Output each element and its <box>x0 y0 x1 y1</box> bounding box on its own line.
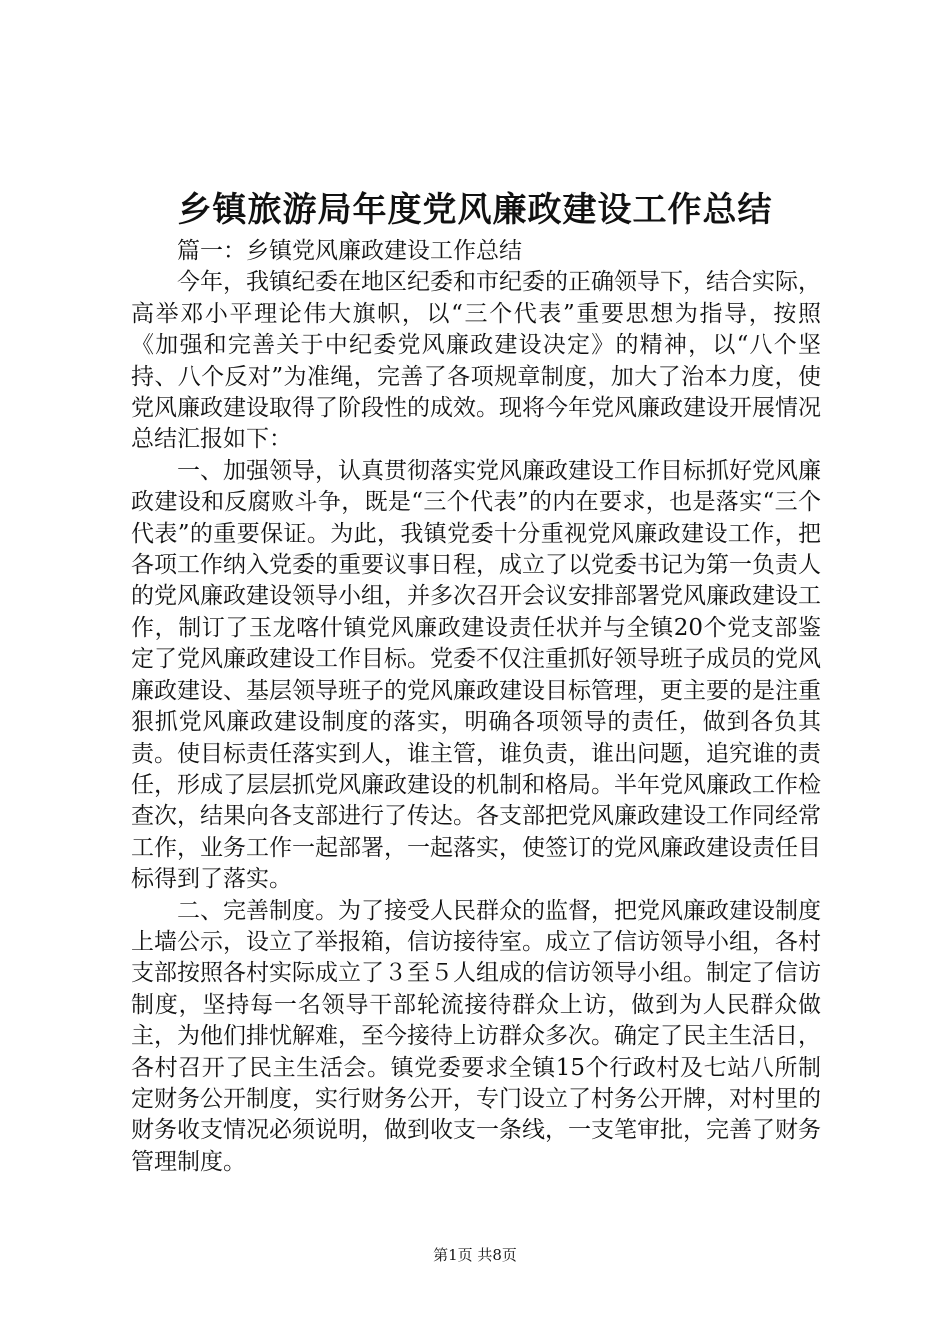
page-footer: 第1页 共8页 <box>433 1246 517 1264</box>
document-body <box>131 236 821 1178</box>
paragraph-intro: 今年，我镇纪委在地区纪委和市纪委的正确领导下，结合实际，高举邓小平理论伟大旗帜，以“三个代表”重要思想为指导，按照《加强和完善关于中纪委党风廉政建设决定》的精神，以“八个坚持、八个反对”为准绳，完善了各项规章制度，加大了治本力度，使党风廉政建设取得了阶段性的成效。现将今年党风廉政建设开展情况总结汇报如下： <box>131 269 821 453</box>
section-heading: 篇一：乡镇党风廉政建设工作总结 <box>177 238 522 264</box>
paragraph-section-one: 一、加强领导，认真贯彻落实党风廉政建设工作目标抓好党风廉政建设和反腐败斗争，既是“三个代表”的内在要求，也是落实“三个代表”的重要保证。为此，我镇党委十分重视党风廉政建设工作，把各项工作纳入党委的重要议事日程，成立了以党委书记为第一负责人的党风廉政建设领导小组，并多次召开会议安排部署党风廉政建设工作，制订了玉龙喀什镇党风廉政建设责任状并与全镇20个党支部鉴定了党风廉政建设工作目标。党委不仅注重抓好领导班子成员的党风廉政建设、基层领导班子的党风廉政建设目标管理，更主要的是注重狠抓党风廉政建设制度的落实，明确各项领导的责任，做到各负其责。使目标责任落实到人，谁主管，谁负责，谁出问题，追究谁的责任，形成了层层抓党风廉政建设的机制和格局。半年党风廉政工作检查次，结果向各支部进行了传达。各支部把党风廉政建设工作同经常工作，业务工作一起部署，一起落实，使签订的党风廉政建设责任目标得到了落实。 <box>131 457 821 893</box>
paragraph-section-two: 二、完善制度。为了接受人民群众的监督，把党风廉政建设制度上墙公示，设立了举报箱，信访接待室。成立了信访领导小组，各村支部按照各村实际成立了３至５人组成的信访领导小组。制定了信访制度，坚持每一名领导干部轮流接待群众上访，做到为人民群众做主，为他们排忧解难，至今接待上访群众多次。确定了民主生活日，各村召开了民主生活会。镇党委要求全镇15个行政村及七站八所制定财务公开制度，实行财务公开，专门设立了村务公开牌，对村里的财务收支情况必须说明，做到收支一条线，一支笔审批，完善了财务管理制度。 <box>131 897 821 1175</box>
document-title: 乡镇旅游局年度党风廉政建设工作总结 <box>177 190 773 230</box>
